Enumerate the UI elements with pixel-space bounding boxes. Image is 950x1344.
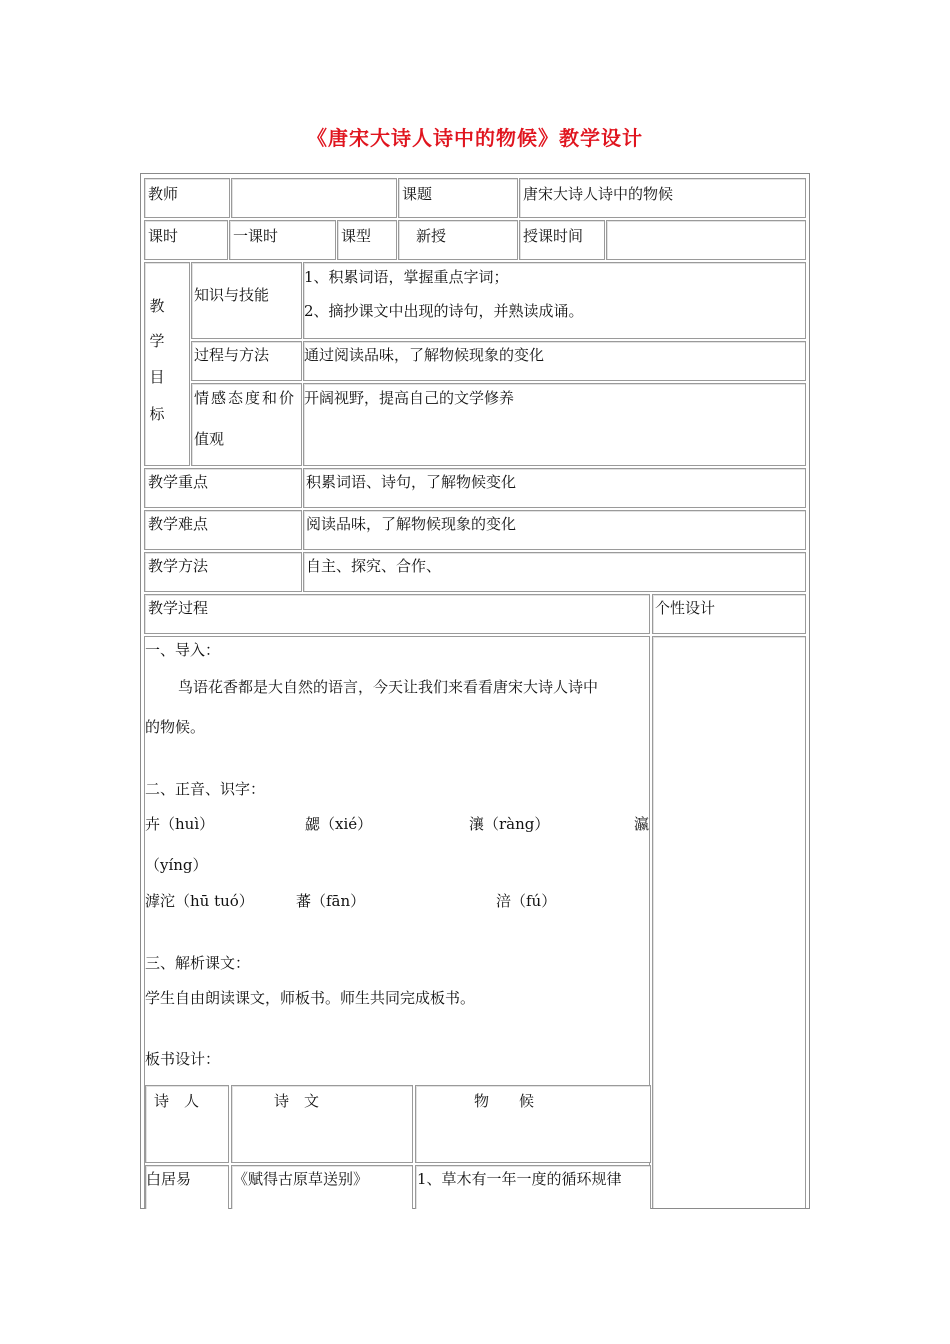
pronunciation-item-2: 勰（xié） — [305, 815, 373, 833]
process-method-label-cell — [191, 341, 302, 381]
difficulty-label: 教学难点 — [148, 515, 209, 533]
process-body-cell — [144, 636, 650, 1208]
emotion-label-cell — [191, 383, 302, 466]
teacher-label-cell — [144, 178, 230, 218]
board-row-poet-cell — [145, 1165, 229, 1209]
topic-value: 唐宋大诗人诗中的物候 — [523, 185, 674, 203]
emotion-value-cell — [303, 383, 806, 466]
method-label: 教学方法 — [148, 557, 209, 575]
period-value-cell — [229, 220, 336, 260]
intro-line-2: 的物候。 — [145, 718, 206, 736]
board-row-phenology-cell — [415, 1165, 651, 1209]
emotion-value: 开阔视野，提高自己的文学修养 — [304, 389, 515, 407]
teacher-label: 教师 — [148, 185, 179, 203]
key-point-value: 积累词语、诗句，了解物候变化 — [306, 473, 517, 491]
knowledge-label: 知识与技能 — [194, 286, 270, 304]
intro-line-1: 鸟语花香都是大自然的语言，今天让我们来看看唐宋大诗人诗中 — [178, 678, 599, 696]
time-value-cell — [606, 220, 806, 260]
personal-design-body-cell — [652, 636, 806, 1208]
pronunciation-item-4-pinyin: （yíng） — [145, 856, 208, 874]
board-header-phenology: 物 候 — [474, 1092, 535, 1110]
board-row-poem: 《赋得古原草送别》 — [233, 1170, 369, 1188]
method-value: 自主、探究、合作、 — [306, 557, 442, 575]
time-label-cell — [519, 220, 605, 260]
type-label-cell — [337, 220, 397, 260]
knowledge-value-cell — [303, 262, 806, 339]
board-header-poet-cell — [145, 1085, 229, 1163]
board-row-phenology: 1、草木有一年一度的循环规律 — [417, 1170, 622, 1188]
goals-label-char-2: 学 — [149, 332, 165, 350]
method-label-cell — [144, 552, 302, 592]
board-header-poet: 诗 人 — [154, 1092, 200, 1110]
board-row-poem-cell — [231, 1165, 413, 1209]
knowledge-label-cell — [191, 262, 302, 339]
knowledge-item-1: 1、积累词语，掌握重点字词； — [304, 268, 509, 286]
pronunciation-item-3: 瀼（ràng） — [469, 815, 550, 833]
pronunciation-item-7: 涪（fú） — [496, 892, 557, 910]
topic-label-cell — [398, 178, 518, 218]
board-header-poem-cell — [231, 1085, 413, 1163]
intro-heading: 一、导入： — [145, 641, 221, 659]
goals-label-char-1: 教 — [149, 297, 165, 315]
goals-label-char-4: 标 — [149, 405, 165, 423]
pronunciation-item-5: 滹沱（hū tuó） — [145, 892, 254, 910]
period-label-cell — [144, 220, 228, 260]
pronunciation-item-1: 卉（huì） — [145, 815, 215, 833]
key-point-label: 教学重点 — [148, 473, 209, 491]
teacher-value-cell — [231, 178, 397, 218]
difficulty-value: 阅读品味，了解物候现象的变化 — [306, 515, 517, 533]
personal-design-header: 个性设计 — [655, 599, 716, 617]
knowledge-item-2: 2、摘抄课文中出现的诗句，并熟读成诵。 — [304, 302, 584, 320]
key-point-value-cell — [303, 468, 806, 508]
pronunciation-item-6: 蕃（fān） — [296, 892, 366, 910]
goals-label-cell — [144, 262, 190, 466]
board-header-poem: 诗 文 — [274, 1092, 320, 1110]
pronunciation-heading: 二、正音、识字： — [145, 780, 266, 798]
type-value: 新授 — [416, 227, 447, 245]
process-method-label: 过程与方法 — [194, 346, 270, 364]
board-row-poet: 白居易 — [146, 1170, 192, 1188]
period-value: 一课时 — [233, 227, 279, 245]
emotion-label-line2: 值观 — [194, 430, 225, 448]
lesson-plan-table — [140, 173, 810, 1209]
goals-label-char-3: 目 — [149, 368, 165, 386]
process-header-cell — [144, 594, 650, 634]
emotion-label-line1: 情感态度和价 — [194, 389, 297, 407]
topic-label: 课题 — [402, 185, 433, 203]
process-method-value: 通过阅读品味，了解物候现象的变化 — [304, 346, 545, 364]
board-header-phenology-cell — [415, 1085, 651, 1163]
analysis-line: 学生自由朗读课文，师板书。师生共同完成板书。 — [145, 989, 476, 1007]
type-value-cell — [398, 220, 518, 260]
difficulty-value-cell — [303, 510, 806, 550]
pronunciation-item-4: 瀛 — [634, 815, 650, 833]
period-label: 课时 — [148, 227, 179, 245]
difficulty-label-cell — [144, 510, 302, 550]
board-design-heading: 板书设计： — [145, 1050, 221, 1068]
personal-design-header-cell — [652, 594, 806, 634]
document-title: 《唐宋大诗人诗中的物候》教学设计 — [307, 126, 643, 150]
process-method-value-cell — [303, 341, 806, 381]
topic-value-cell — [519, 178, 806, 218]
analysis-heading: 三、解析课文： — [145, 954, 251, 972]
process-header: 教学过程 — [148, 599, 209, 617]
type-label: 课型 — [341, 227, 372, 245]
method-value-cell — [303, 552, 806, 592]
key-point-label-cell — [144, 468, 302, 508]
time-label: 授课时间 — [523, 227, 584, 245]
